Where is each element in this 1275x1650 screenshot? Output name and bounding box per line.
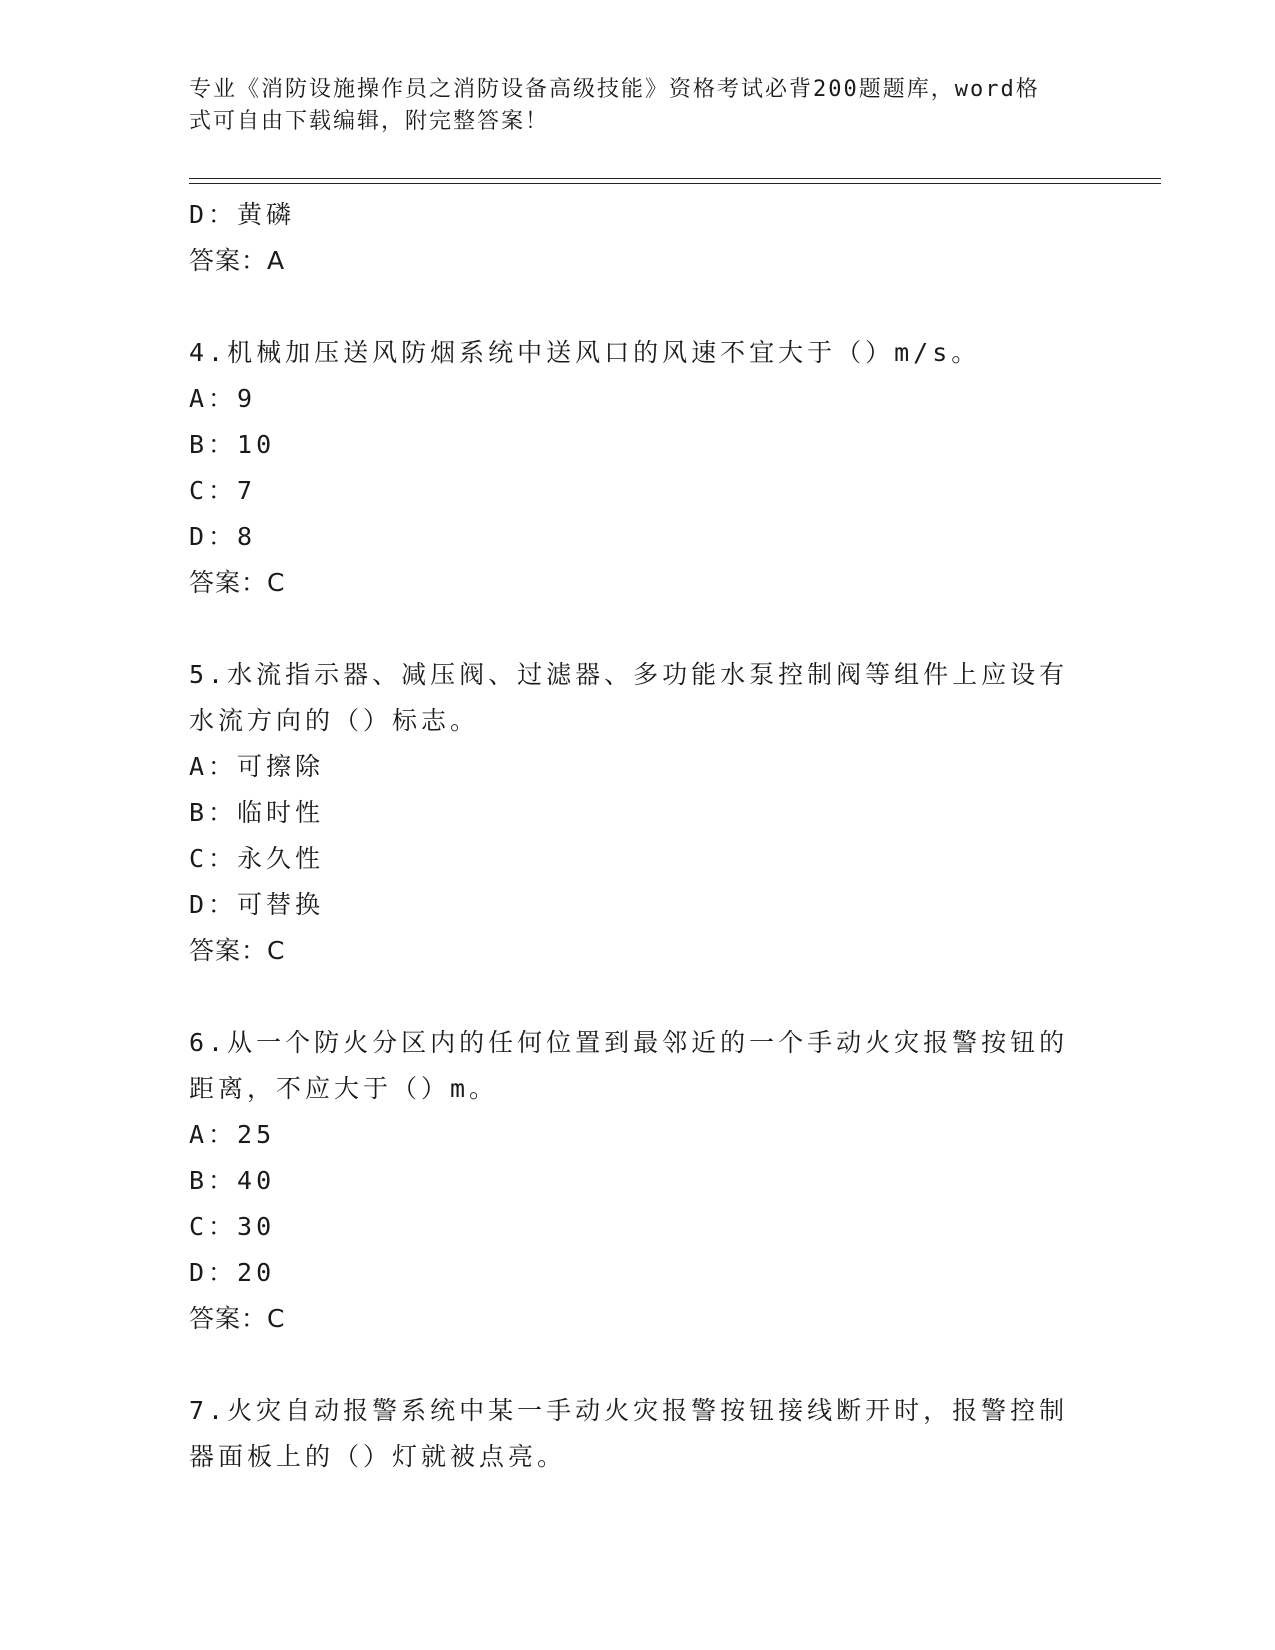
spacer: [189, 974, 1089, 1020]
option-c: C：永久性: [189, 844, 325, 873]
question-stem: 4.机械加压送风防烟系统中送风口的风速不宜大于（）m/s。: [189, 338, 981, 367]
spacer: [189, 606, 1089, 652]
option-d: D：黄磷: [189, 200, 296, 229]
option-b: B：10: [189, 430, 276, 459]
question-3-tail: [189, 192, 1089, 284]
option-a: A：9: [189, 384, 257, 413]
document-header: [189, 74, 1079, 138]
header-divider-bottom: [189, 183, 1161, 184]
question-stem-line-2: 水流方向的（）标志。: [189, 706, 480, 735]
question-stem-line-1: 5.水流指示器、减压阀、过滤器、多功能水泵控制阀等组件上应设有: [189, 660, 1069, 689]
question-stem-line-1: 7.火灾自动报警系统中某一手动火灾报警按钮接线断开时，报警控制: [189, 1396, 1069, 1425]
option-a: A：25: [189, 1120, 276, 1149]
question-stem-line-1: 6.从一个防火分区内的任何位置到最邻近的一个手动火灾报警按钮的: [189, 1028, 1069, 1057]
header-line-1: 专业《消防设施操作员之消防设备高级技能》资格考试必背200题题库，word格: [189, 77, 1040, 102]
answer-line: 答案：A: [189, 246, 286, 275]
option-b: B：临时性: [189, 798, 325, 827]
question-7: [189, 1388, 1089, 1480]
answer-line: 答案：C: [189, 1304, 286, 1333]
question-5: [189, 652, 1089, 974]
header-line-2: 式可自由下载编辑，附完整答案！: [189, 109, 550, 134]
question-stem-line-2: 距离，不应大于（）m。: [189, 1074, 499, 1103]
question-list: [189, 192, 1089, 1480]
question-stem-line-2: 器面板上的（）灯就被点亮。: [189, 1442, 567, 1471]
option-d: D：20: [189, 1258, 276, 1287]
question-4: [189, 330, 1089, 606]
spacer: [189, 1342, 1089, 1388]
option-b: B：40: [189, 1166, 276, 1195]
option-c: C：7: [189, 476, 257, 505]
option-a: A：可擦除: [189, 752, 325, 781]
answer-line: 答案：C: [189, 936, 286, 965]
option-d: D：可替换: [189, 890, 325, 919]
answer-line: 答案：C: [189, 568, 286, 597]
question-6: [189, 1020, 1089, 1342]
option-d: D：8: [189, 522, 257, 551]
spacer: [189, 284, 1089, 330]
option-c: C：30: [189, 1212, 276, 1241]
header-divider-top: [189, 178, 1161, 179]
